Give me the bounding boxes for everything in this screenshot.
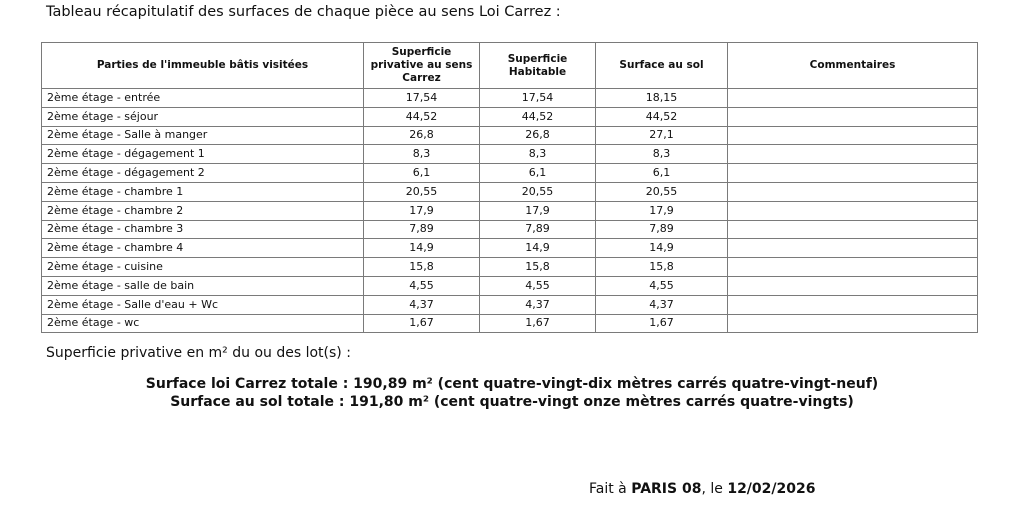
cell-partie: 2ème étage - entrée bbox=[42, 89, 364, 108]
table-row bbox=[42, 201, 978, 220]
cell-carrez: 17,54 bbox=[364, 89, 480, 108]
cell-commentaire bbox=[728, 164, 978, 183]
cell-surface-sol: 4,37 bbox=[596, 295, 728, 314]
cell-partie: 2ème étage - chambre 2 bbox=[42, 201, 364, 220]
cell-surface-sol: 1,67 bbox=[596, 314, 728, 333]
table-row bbox=[42, 164, 978, 183]
cell-habitable: 26,8 bbox=[480, 126, 596, 145]
total-sol: Surface au sol totale : 191,80 m² (cent quatre-vingt onze mètres carrés quatre-vingts) bbox=[170, 394, 854, 410]
cell-habitable: 6,1 bbox=[480, 164, 596, 183]
cell-habitable: 4,37 bbox=[480, 295, 596, 314]
header-parties: Parties de l'immeuble bâtis visitées bbox=[42, 43, 364, 89]
cell-carrez: 17,9 bbox=[364, 201, 480, 220]
signoff-middle: , le bbox=[701, 481, 728, 497]
table-row bbox=[42, 239, 978, 258]
table-row bbox=[42, 89, 978, 108]
cell-carrez: 4,37 bbox=[364, 295, 480, 314]
signoff bbox=[589, 481, 815, 497]
cell-carrez: 20,55 bbox=[364, 182, 480, 201]
cell-surface-sol: 8,3 bbox=[596, 145, 728, 164]
header-habitable: Superficie Habitable bbox=[480, 43, 596, 89]
cell-partie: 2ème étage - chambre 3 bbox=[42, 220, 364, 239]
cell-carrez: 26,8 bbox=[364, 126, 480, 145]
cell-partie: 2ème étage - salle de bain bbox=[42, 276, 364, 295]
cell-habitable: 15,8 bbox=[480, 258, 596, 277]
cell-surface-sol: 17,9 bbox=[596, 201, 728, 220]
cell-surface-sol: 44,52 bbox=[596, 107, 728, 126]
cell-carrez: 1,67 bbox=[364, 314, 480, 333]
cell-partie: 2ème étage - dégagement 2 bbox=[42, 164, 364, 183]
cell-habitable: 8,3 bbox=[480, 145, 596, 164]
cell-partie: 2ème étage - dégagement 1 bbox=[42, 145, 364, 164]
intro-text: Tableau récapitulatif des surfaces de chaque pièce au sens Loi Carrez : bbox=[46, 4, 561, 20]
cell-partie: 2ème étage - cuisine bbox=[42, 258, 364, 277]
cell-carrez: 44,52 bbox=[364, 107, 480, 126]
cell-partie: 2ème étage - Salle d'eau + Wc bbox=[42, 295, 364, 314]
cell-carrez: 14,9 bbox=[364, 239, 480, 258]
cell-commentaire bbox=[728, 201, 978, 220]
cell-commentaire bbox=[728, 314, 978, 333]
table-row bbox=[42, 295, 978, 314]
cell-carrez: 7,89 bbox=[364, 220, 480, 239]
cell-habitable: 1,67 bbox=[480, 314, 596, 333]
summary-label: Superficie privative en m² du ou des lot(s) : bbox=[46, 345, 351, 361]
table-row bbox=[42, 126, 978, 145]
cell-commentaire bbox=[728, 258, 978, 277]
surfaces-table bbox=[41, 42, 978, 333]
cell-commentaire bbox=[728, 239, 978, 258]
table-row bbox=[42, 182, 978, 201]
cell-surface-sol: 20,55 bbox=[596, 182, 728, 201]
cell-commentaire bbox=[728, 295, 978, 314]
cell-commentaire bbox=[728, 107, 978, 126]
table-header-row bbox=[42, 43, 978, 89]
cell-partie: 2ème étage - Salle à manger bbox=[42, 126, 364, 145]
cell-carrez: 8,3 bbox=[364, 145, 480, 164]
cell-partie: 2ème étage - wc bbox=[42, 314, 364, 333]
cell-commentaire bbox=[728, 220, 978, 239]
cell-surface-sol: 18,15 bbox=[596, 89, 728, 108]
header-carrez: Superficie privative au sens Carrez bbox=[364, 43, 480, 89]
table-row bbox=[42, 145, 978, 164]
cell-habitable: 4,55 bbox=[480, 276, 596, 295]
cell-habitable: 14,9 bbox=[480, 239, 596, 258]
table-row bbox=[42, 258, 978, 277]
table-row bbox=[42, 107, 978, 126]
signoff-date: 12/02/2026 bbox=[727, 481, 816, 497]
cell-partie: 2ème étage - séjour bbox=[42, 107, 364, 126]
cell-surface-sol: 27,1 bbox=[596, 126, 728, 145]
cell-carrez: 4,55 bbox=[364, 276, 480, 295]
cell-surface-sol: 4,55 bbox=[596, 276, 728, 295]
cell-commentaire bbox=[728, 126, 978, 145]
cell-partie: 2ème étage - chambre 4 bbox=[42, 239, 364, 258]
cell-surface-sol: 6,1 bbox=[596, 164, 728, 183]
total-carrez: Surface loi Carrez totale : 190,89 m² (cent quatre-vingt-dix mètres carrés quatre-vingt-neuf) bbox=[145, 376, 879, 392]
cell-surface-sol: 14,9 bbox=[596, 239, 728, 258]
cell-habitable: 17,54 bbox=[480, 89, 596, 108]
cell-commentaire bbox=[728, 145, 978, 164]
table-body bbox=[42, 89, 978, 333]
cell-habitable: 17,9 bbox=[480, 201, 596, 220]
signoff-prefix: Fait à bbox=[589, 481, 632, 497]
cell-carrez: 6,1 bbox=[364, 164, 480, 183]
header-commentaires: Commentaires bbox=[728, 43, 978, 89]
cell-partie: 2ème étage - chambre 1 bbox=[42, 182, 364, 201]
cell-habitable: 44,52 bbox=[480, 107, 596, 126]
cell-habitable: 7,89 bbox=[480, 220, 596, 239]
cell-commentaire bbox=[728, 276, 978, 295]
cell-surface-sol: 7,89 bbox=[596, 220, 728, 239]
table-row bbox=[42, 276, 978, 295]
cell-surface-sol: 15,8 bbox=[596, 258, 728, 277]
totals-block bbox=[0, 375, 1024, 411]
signoff-city: PARIS 08 bbox=[631, 481, 702, 497]
cell-habitable: 20,55 bbox=[480, 182, 596, 201]
cell-commentaire bbox=[728, 182, 978, 201]
header-surface-sol: Surface au sol bbox=[596, 43, 728, 89]
cell-commentaire bbox=[728, 89, 978, 108]
cell-carrez: 15,8 bbox=[364, 258, 480, 277]
table-row bbox=[42, 314, 978, 333]
table-row bbox=[42, 220, 978, 239]
